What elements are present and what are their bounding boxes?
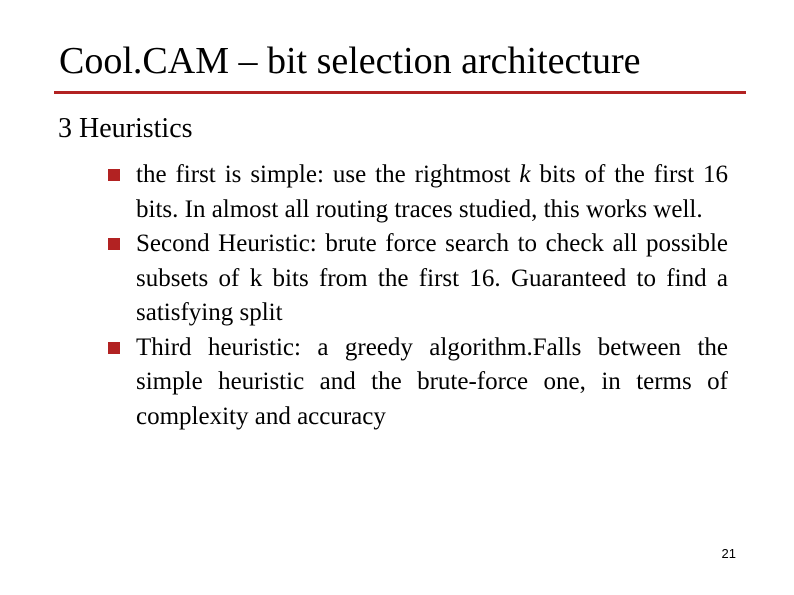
bullet-list bbox=[108, 158, 728, 434]
square-bullet-icon bbox=[108, 342, 120, 354]
title-divider bbox=[54, 91, 746, 94]
bullet-text bbox=[136, 331, 728, 435]
square-bullet-icon bbox=[108, 238, 120, 250]
bullet-text-italic: k bbox=[519, 161, 531, 188]
square-bullet-icon bbox=[108, 169, 120, 181]
bullet-text bbox=[136, 227, 728, 331]
page-number: 21 bbox=[721, 546, 736, 561]
slide-title: Cool.CAM – bit selection architecture bbox=[59, 40, 641, 82]
section-heading: 3 Heuristics bbox=[58, 113, 193, 144]
bullet-item bbox=[108, 158, 728, 227]
bullet-text bbox=[136, 158, 728, 227]
bullet-text-part: the first is simple: use the rightmost bbox=[136, 161, 520, 188]
bullet-text-part: Second Heuristic: brute force search to check all possible subsets of k bits from the first 16. Guaranteed to find a satisfying split bbox=[136, 230, 728, 326]
bullet-item bbox=[108, 331, 728, 435]
bullet-item bbox=[108, 227, 728, 331]
bullet-text-part: Third heuristic: a greedy algorithm.Falls between the simple heuristic and the brute-force one, in terms of complexity and accuracy bbox=[136, 333, 728, 430]
bullet-text-part: bits of the first 16 bits. In almost all routing traces studied, this works well. bbox=[136, 161, 728, 223]
